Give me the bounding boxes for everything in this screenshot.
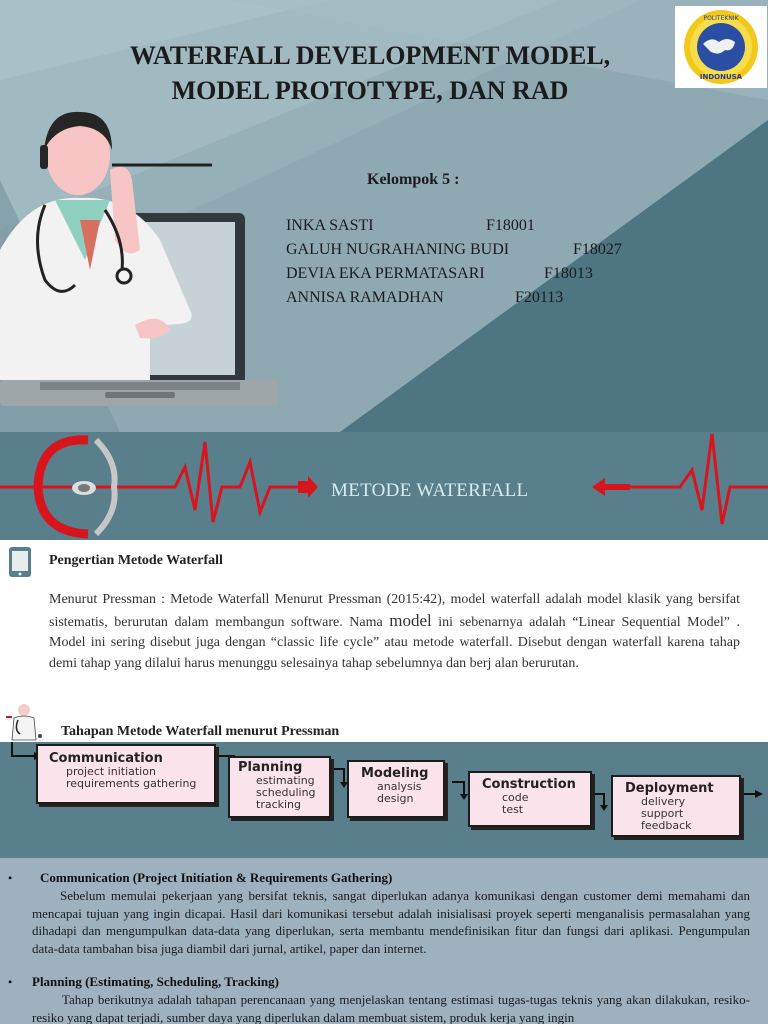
stage-title: Communication [49, 751, 163, 766]
item-heading-communication: Communication (Project Initiation & Requirements Gathering) [40, 870, 393, 885]
stage-communication [36, 744, 216, 804]
bullet: • [8, 975, 13, 989]
member-id: F20113 [515, 289, 564, 306]
stage-detail: test [502, 803, 524, 816]
item-text-planning: Tahap berikutnya adalah tahapan perencanaan yang menjelaskan tentang estimasi tugas-tugas teknis yang akan dilakukan, resiko-resiko yang dapat terjadi, sumber daya yang diperlukan dalam membuat sistem, produk kerja yang ingin [32, 992, 750, 1024]
stage-modeling [347, 760, 445, 818]
stage-detail: estimating [256, 774, 315, 787]
member-row [286, 241, 706, 259]
stage-deployment [611, 775, 741, 837]
paragraph-emphasis: model [389, 610, 432, 630]
member-id: F18027 [573, 241, 622, 258]
stage-title: Deployment [625, 781, 714, 796]
definition-paragraph [49, 590, 740, 674]
stage-planning [228, 756, 331, 818]
waterfall-diagram [0, 742, 768, 858]
section-title-definition: Pengertian Metode Waterfall [49, 553, 223, 568]
stage-construction [468, 771, 592, 827]
stage-title: Construction [482, 777, 576, 792]
logo-text-top: POLITEKNIK [703, 15, 739, 22]
stage-detail: delivery [641, 795, 686, 808]
member-id: F18001 [486, 217, 535, 234]
presentation-title: WATERFALL DEVELOPMENT MODEL, MODEL PROTOTYPE, DAN RAD [129, 41, 611, 105]
stage-detail: project initiation [66, 765, 156, 778]
group-label: Kelompok 5 : [367, 171, 460, 188]
member-row [286, 217, 706, 235]
stage-title: Modeling [361, 766, 429, 781]
item-text-communication: Sebelum memulai pekerjaan yang bersifat teknis, sangat diperlukan adanya komunikasi dengan customer demi memahami dan mencapai tujuan yang ingin dicapai. Hasil dari komunikasi tersebut adalah inisialisasi proyek seperti menganalisis permasalahan yang dihadapi dan mengumpulkan data-data yang diperlukan, serta membantu mendefinisikan fitur dan fungsi dari aplikasi. Pengumpulan data-data tambahan bisa juga diambil dari jurnal, artikel, paper dan internet. [32, 888, 750, 956]
stage-detail: scheduling [256, 786, 316, 799]
doctor-laptop-illustration [0, 100, 290, 425]
member-name: DEVIA EKA PERMATASARI [286, 265, 485, 282]
band-title: METODE WATERFALL [331, 480, 529, 501]
member-name: ANNISA RAMADHAN [286, 289, 444, 306]
paragraph-text: Menurut Pressman : Metode Waterfall Menurut Pressman (2015:42), model waterfall adalah model klasik yang bersifat sistematis, berurutan dalam membangun software. Nama [49, 592, 740, 630]
stage-descriptions [0, 858, 768, 1024]
logo-emblem [675, 6, 767, 88]
hero-section [0, 0, 768, 432]
member-id: F18013 [544, 265, 593, 282]
logo-text-bottom: INDONUSA [699, 73, 743, 81]
stage-detail: design [377, 792, 414, 805]
doctor-avatar-icon [6, 702, 50, 742]
section-title-stages: Tahapan Metode Waterfall menurut Pressman [61, 724, 340, 739]
member-row [286, 265, 706, 283]
bullet: • [8, 871, 13, 885]
paragraph-text: ini sebenarnya adalah “Linear Sequential Model” . Model ini sering disebut juga dengan “classic life cycle” atau metode waterfall. Disebut dengan waterfall karena tahap demi tahap yang dilalui harus menunggu selesainya tahap sebelumnya dan berj alan berurutan. [49, 614, 740, 671]
institution-logo [675, 6, 767, 88]
tablet-icon [7, 545, 35, 579]
member-row [286, 289, 706, 307]
stage-detail: tracking [256, 798, 302, 811]
stage-title: Planning [238, 760, 303, 775]
stage-detail: support [641, 807, 684, 820]
stage-detail: feedback [641, 819, 692, 832]
item-heading-planning: Planning (Estimating, Scheduling, Tracking) [32, 974, 279, 989]
stage-detail: analysis [377, 780, 422, 793]
member-name: INKA SASTI [286, 217, 374, 234]
member-name: GALUH NUGRAHANING BUDI [286, 241, 510, 258]
stage-detail: requirements gathering [66, 777, 197, 790]
stage-detail: code [502, 791, 529, 804]
